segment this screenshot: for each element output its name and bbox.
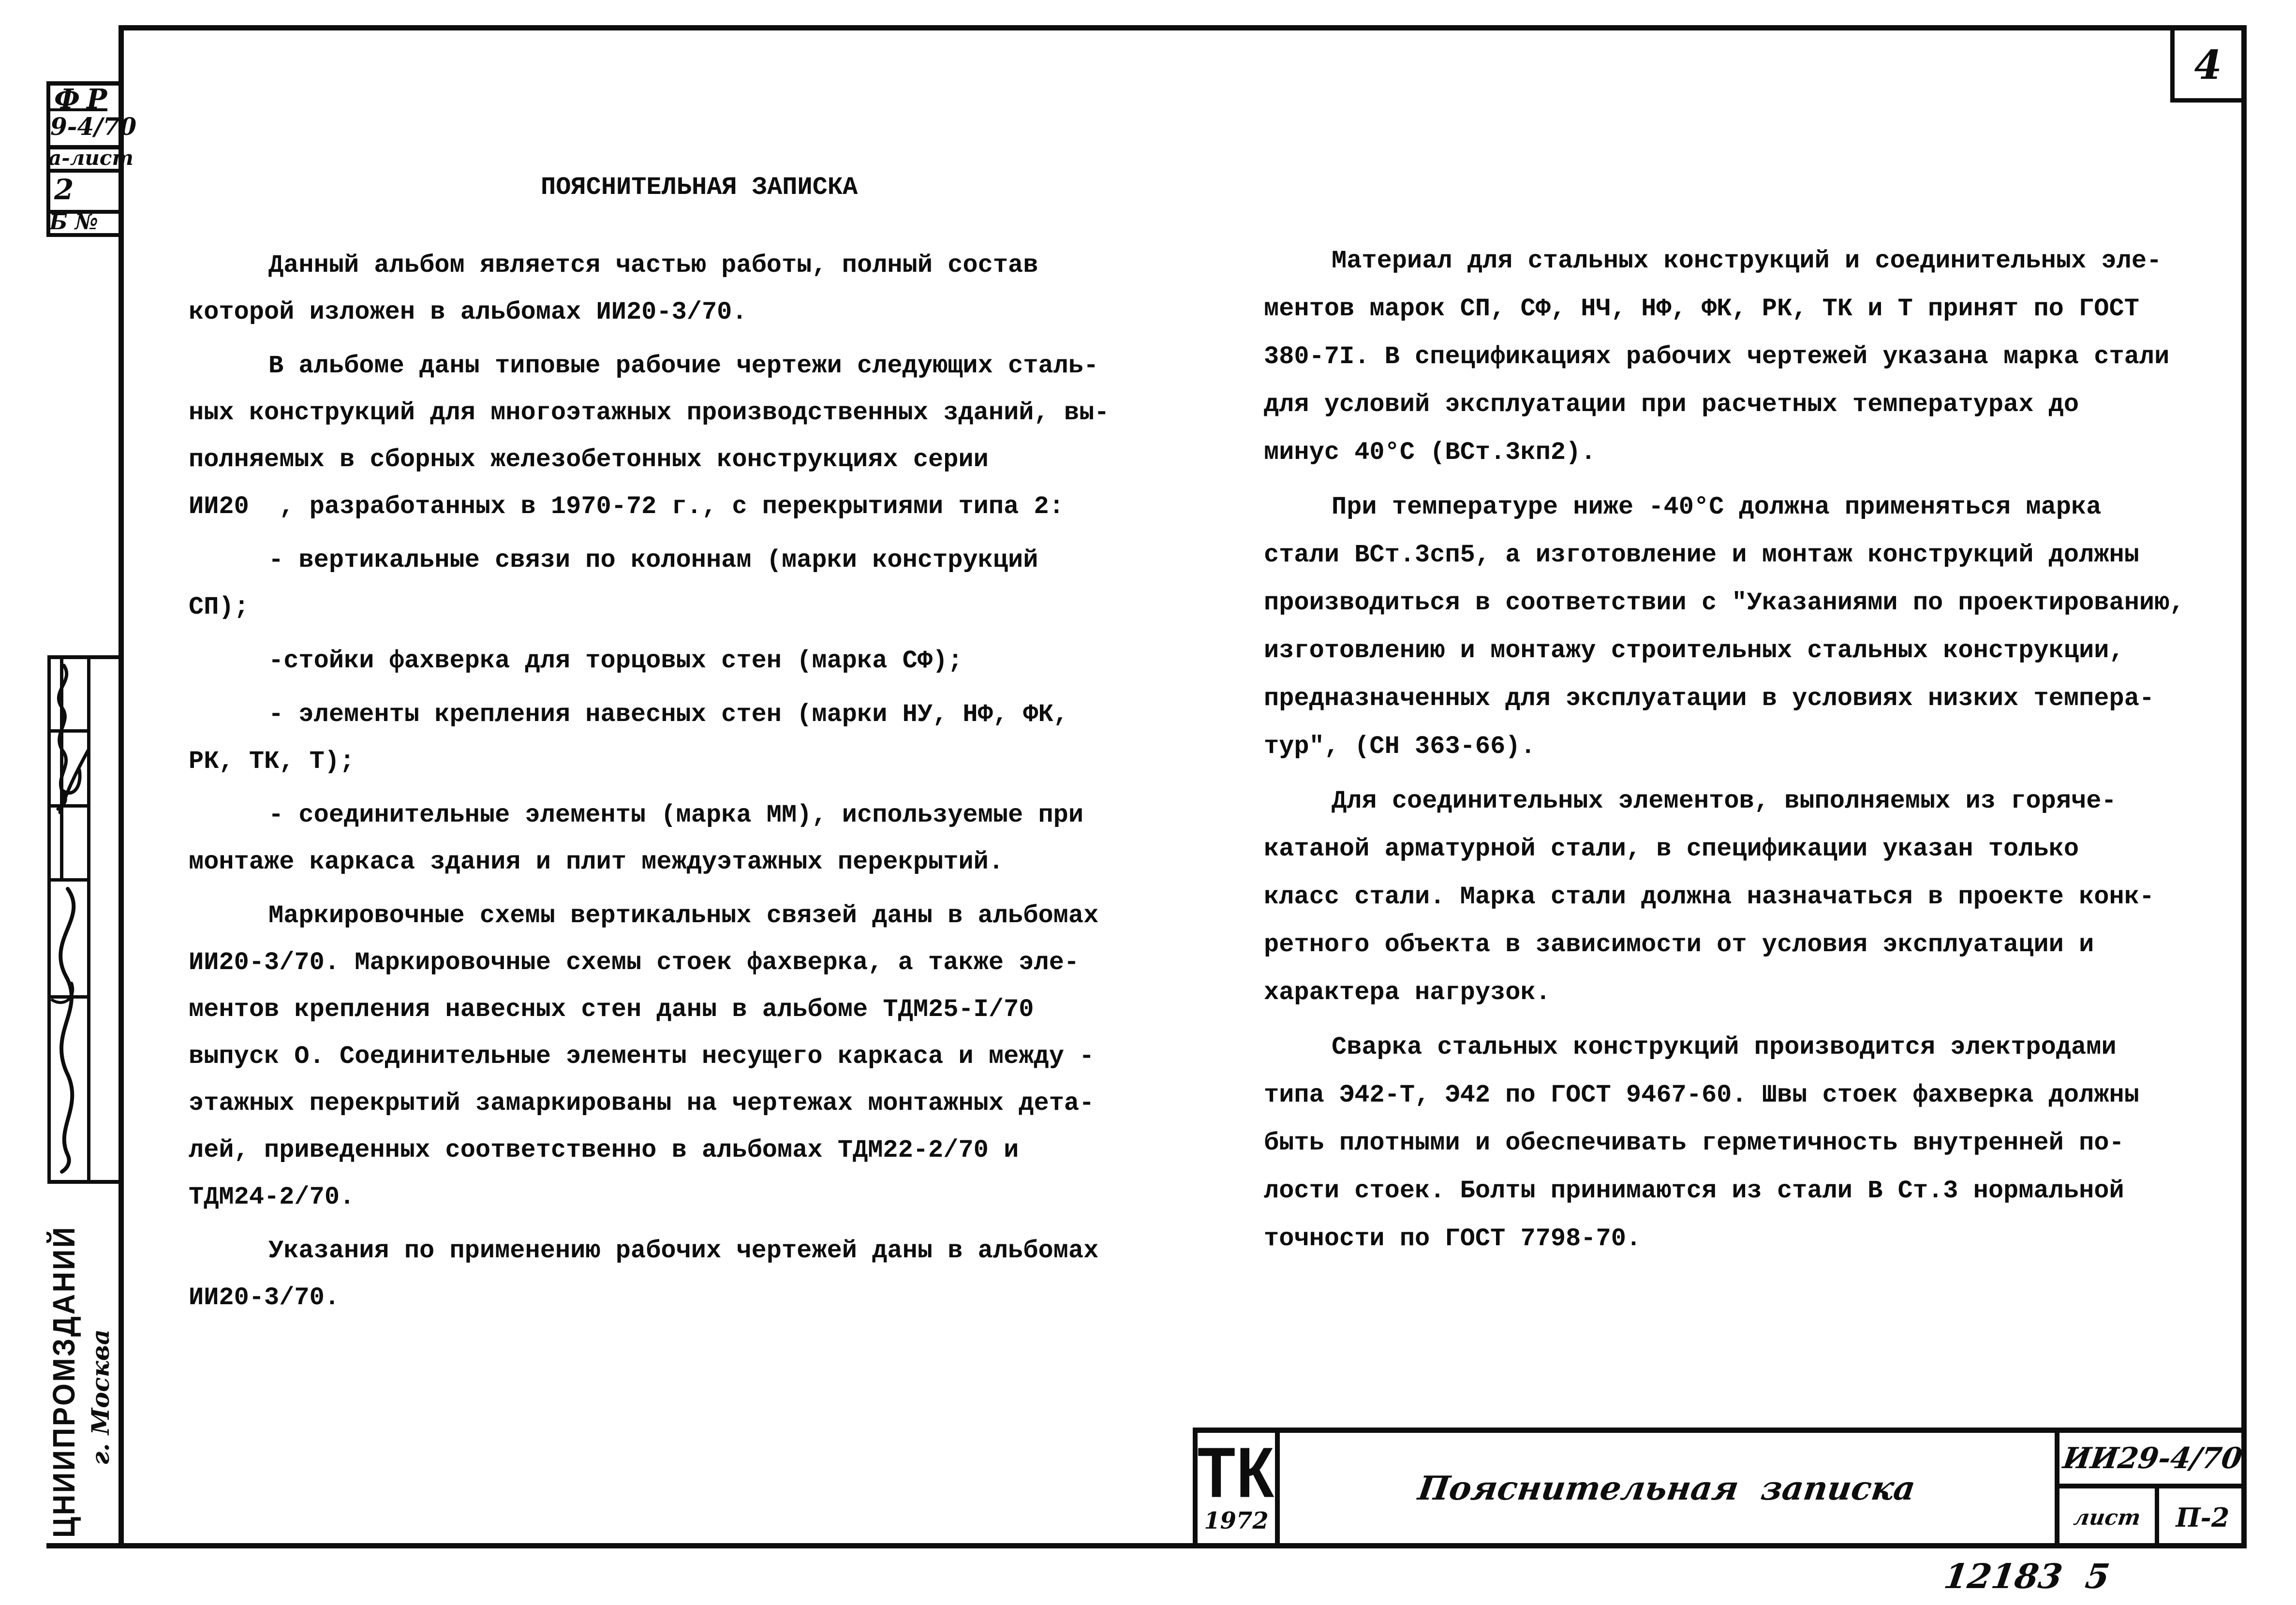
text-line: -стойки фахверка для торцовых стен (марка СФ); <box>268 647 963 675</box>
handwritten-signature <box>38 884 96 1174</box>
paragraph <box>1264 1023 2207 1263</box>
text-line: При температуре ниже -40°С должна применяться марка <box>1332 493 2102 521</box>
paragraph <box>189 637 1122 684</box>
paragraph <box>189 892 1122 1221</box>
org-city-vertical: г. Москва <box>86 1329 115 1465</box>
text-line: выпуск О. Соединительные элементы несущего каркаса и между - <box>189 1042 1095 1071</box>
paragraph <box>1264 483 2207 770</box>
title-block-doc-title: Пояснительная записка <box>1415 1469 1918 1508</box>
text-line: полняемых в сборных железобетонных конструкциях серии <box>189 445 989 474</box>
text-line: ретного объекта в зависимости от условия эксплуатации и <box>1264 930 2094 959</box>
title-block-sheet-no: П-2 <box>2176 1502 2230 1533</box>
left-text-column <box>189 242 1122 1321</box>
text-line: тур", (СН 363-66). <box>1264 732 1536 761</box>
paragraph <box>189 537 1122 631</box>
text-line: класс стали. Марка стали должна назначаться в проекте конк- <box>1264 883 2155 911</box>
page-number: 4 <box>2194 42 2222 88</box>
text-line: Для соединительных элементов, выполняемых из горяче- <box>1332 787 2117 815</box>
title-block-org-code: ТК <box>1197 1432 1275 1513</box>
text-line: ИИ20-3/70. <box>189 1283 340 1312</box>
handwritten-check-mark <box>54 745 93 817</box>
text-line: РК, ТК, Т); <box>189 747 355 776</box>
text-line: катаной арматурной стали, в спецификации указан только <box>1264 835 2079 863</box>
paragraph <box>189 691 1122 785</box>
org-stamp-vertical: ЦНИИПРОМЗДАНИЙ <box>46 1225 81 1538</box>
sig-grid-h3 <box>47 878 90 882</box>
margin-mark-count: 2 <box>54 173 74 206</box>
paragraph <box>189 792 1122 885</box>
sig-grid-top <box>47 655 122 659</box>
text-line: Данный альбом является частью работы, полный состав <box>268 251 1038 280</box>
text-line: быть плотными и обеспечивать герметичность внутренней по- <box>1264 1129 2124 1157</box>
text-line: минус 40°С (ВСт.3кп2). <box>1264 438 1596 467</box>
page-border-left <box>119 25 124 1548</box>
text-line: ТДМ24-2/70. <box>189 1183 355 1211</box>
paragraph <box>1264 237 2207 476</box>
page-title: ПОЯСНИТЕЛЬНАЯ ЗАПИСКА <box>541 173 858 202</box>
stamp-cell-top <box>47 1180 122 1184</box>
text-line: характера нагрузок. <box>1264 978 1551 1007</box>
margin-mark-b-no: Б № <box>49 210 98 235</box>
text-line: этажных перекрытий замаркированы на чертежах монтажных дета- <box>189 1089 1095 1118</box>
text-line: производиться в соответствии с "Указаниями по проектированию, <box>1264 589 2185 617</box>
title-block-mid-h <box>2055 1484 2247 1488</box>
text-line: ментов крепления навесных стен даны в альбоме ТДМ25-I/70 <box>189 995 1034 1024</box>
inventory-number: 12183 5 <box>1941 1556 2112 1596</box>
text-line: которой изложен в альбомах ИИ20-3/70. <box>189 298 747 326</box>
text-line: ИИ20-3/70. Маркировочные схемы стоек фахверка, а также эле- <box>189 948 1080 977</box>
text-line: В альбоме даны типовые рабочие чертежи следующих сталь- <box>268 352 1099 380</box>
text-line: Материал для стальных конструкций и соединительных эле- <box>1332 247 2162 275</box>
title-block-series: ИИ29-4/70 <box>2061 1441 2244 1475</box>
page-number-box-bottom <box>2170 98 2247 103</box>
paragraph <box>189 342 1122 530</box>
text-line: - вертикальные связи по колоннам (марки конструкций <box>268 546 1038 574</box>
text-line: 380-7I. В спецификациях рабочих чертежей указана марка стали <box>1264 342 2170 371</box>
text-line: предназначенных для эксплуатации в условиях низких темпера- <box>1264 684 2155 713</box>
title-block-sheet-label: лист <box>2072 1505 2142 1530</box>
title-block-left <box>1193 1428 1198 1548</box>
text-line: ментов марок СП, СФ, НЧ, НФ, ФК, РК, ТК и Т принят по ГОСТ <box>1264 294 2139 323</box>
text-line: лей, приведенных соответственно в альбомах ТДМ22-2/70 и <box>189 1136 1019 1164</box>
page-border-right <box>2241 25 2247 1548</box>
text-line: Указания по применению рабочих чертежей даны в альбомах <box>268 1237 1099 1265</box>
title-block-year: 1972 <box>1204 1507 1269 1534</box>
margin-mark-code: 9-4/70 <box>50 112 137 141</box>
text-line: точности по ГОСТ 7798-70. <box>1264 1224 1642 1253</box>
text-line: стали ВСт.3сп5, а изготовление и монтаж конструкций должны <box>1264 541 2139 569</box>
margin-mark-sheet: а-лист <box>48 146 133 170</box>
text-line: - соединительные элементы (марка ММ), используемые при <box>268 801 1084 829</box>
text-line: монтаже каркаса здания и плит междуэтажных перекрытий. <box>189 848 1004 876</box>
text-line: СП); <box>189 593 249 621</box>
right-text-column <box>1264 237 2207 1263</box>
text-line: ИИ20 , разработанных в 1970-72 г., с перекрытиями типа 2: <box>189 492 1064 521</box>
text-line: лости стоек. Болты принимаются из стали В Ст.3 нормальной <box>1264 1177 2124 1205</box>
text-line: Маркировочные схемы вертикальных связей даны в альбомах <box>268 901 1099 930</box>
text-line: типа Э42-Т, Э42 по ГОСТ 9467-60. Швы стоек фахверка должны <box>1264 1081 2139 1109</box>
paragraph <box>189 1227 1122 1321</box>
page-border-top <box>119 25 2247 30</box>
paragraph <box>1264 777 2207 1016</box>
text-line: Сварка стальных конструкций производится электродами <box>1332 1033 2117 1061</box>
margin-mark-top: ФР <box>54 83 114 115</box>
text-line: для условий эксплуатации при расчетных температурах до <box>1264 390 2079 419</box>
title-block-top <box>1193 1428 2247 1433</box>
text-line: изготовлению и монтажу строительных стальных конструкции, <box>1264 636 2124 665</box>
text-line: - элементы крепления навесных стен (марки НУ, НФ, ФК, <box>268 700 1068 729</box>
paragraph <box>189 242 1122 336</box>
text-line: ных конструкций для многоэтажных производственных зданий, вы- <box>189 398 1110 427</box>
